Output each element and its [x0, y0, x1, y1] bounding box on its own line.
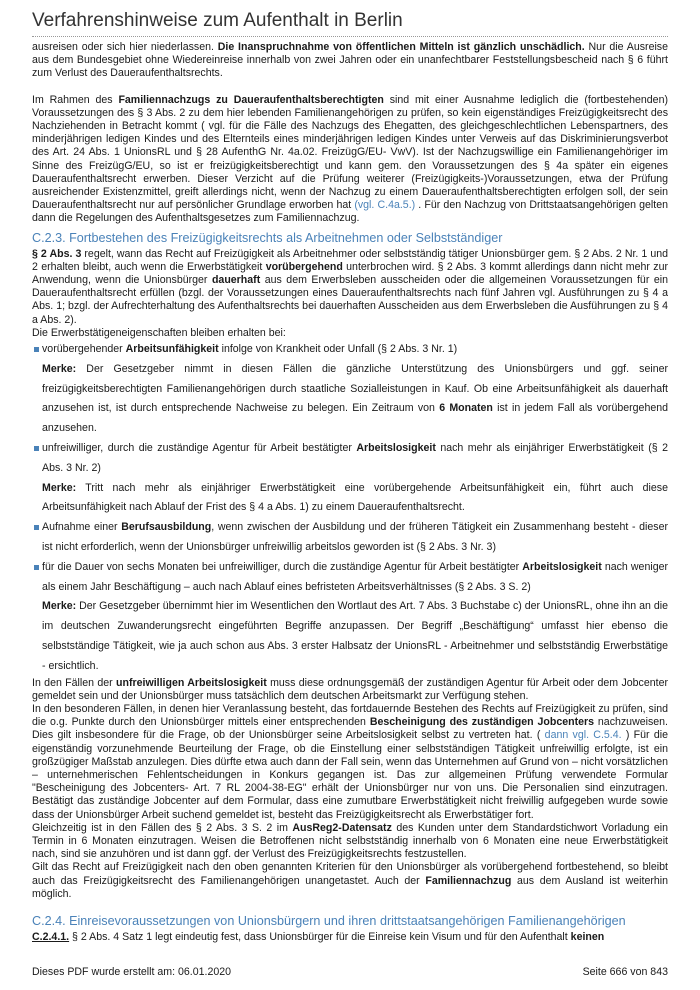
list-item — [32, 558, 668, 677]
text: nachzuweisen. Dies gilt insbesondere für die Frage, ob der Unionsbürger seine Arbeitslosigkeit selbst zu vertreten hat. ( — [32, 716, 668, 742]
text: aus dem Erwerbsleben ausscheiden oder die allgemeinen Voraussetzungen für ein Daueraufenthaltsrecht erfüllen (bzgl. der Voraussetzungen eines Daueraufenthaltsrechts nach fünf Jahren vgl. Ausführungen zu § 4 a Abs. 1; bzgl. der Aufrechterhaltung des Aufenthaltsrechts bei dauerhaften Ausscheiden aus dem Erwerbsleben die Ausführungen zu § 4 a Abs. 2). — [32, 274, 668, 326]
bold-text: Arbeitslosigkeit — [522, 560, 602, 573]
text: ) Für die eigenständig vorzunehmende Beurteilung der Frage, ob die Einstellung einer selbstständigen Tätigkeit unfreiwillig erfolgte, ist ein großzügiger Maßstab anzulegen. Dies dürfte etwa auch dann der Fall sein, wenn das Unternehmen auf Grund von – nicht vorsätzlichen – unternehmerischen Fehlentscheidungen in Konkurs gegangen ist. Das zur allgemeinen Prüfung verwendete Formular "Bescheinigung des Jobcenters- Art. 7 RL 2004-38-EG" erhält der Unionsbürger nur von uns. Die Personalien sind einzutragen. Bestätigt das zuständige Jobcenter auf dem Formular, dass eine zumutbare Erwerbstätigkeit nicht freiwillig aufgegeben wurde sowie dass der Unionsbürger Arbeit suchend gemeldet ist, besteht das Freizügigkeitsrecht als Erwerbstätiger fort. — [32, 729, 669, 821]
text: Nur die Ausreise aus dem Bundesgebiet ohne Wiedereinreise innerhalb von zwei Jahren oder ein unanfechtbarer Feststellungsbescheid nach § 6 führt zum Verlust des Daueraufenthaltsrechts. — [32, 41, 668, 80]
page-header — [32, 10, 668, 37]
merke-label: Merke: — [42, 481, 77, 494]
paragraph — [32, 931, 668, 944]
text: . Für den Nachzug von Drittstaatsangehörigen gelten dann die Regelungen des Aufenthaltsgesetzes zum Familiennachzug. — [32, 199, 668, 225]
footer-page-number: Seite 666 von 843 — [582, 966, 668, 978]
text: nach mehr als einjähriger Erwerbstätigkeit (§ 2 Abs. 3 Nr. 2) — [42, 442, 668, 474]
merke-label: Merke: — [42, 362, 77, 375]
footer-created-date: Dieses PDF wurde erstellt am: 06.01.2020 — [32, 966, 232, 978]
bold-text: AusReg2-Datensatz — [292, 821, 392, 834]
bold-text: Familiennachzugs zu Daueraufenthaltsberechtigten — [118, 93, 384, 106]
paragraph — [32, 861, 668, 901]
text: des Kunden unter dem Standardstichwort Vorladung ein Termin in 6 Monaten einzutragen. Weisen die Betroffenen nicht selbstständig innerhalb von 6 Monaten eine neue Erwerbstätigkeit nach, sind sie anzuhören und ist dann ggf. der Verlust des Freizügigkeitsrechts festzustellen. — [32, 821, 668, 861]
text: nach weniger als einem Jahr Beschäftigung – auch nach Ablauf eines befristeten Arbeitsverhältnisses (§ 2 Abs. 3 S. 2) — [42, 560, 669, 593]
bold-text: Arbeitsunfähigkeit — [125, 343, 219, 356]
bold-text: Die Inanspruchnahme von öffentlichen Mitteln ist gänzlich unschädlich. — [217, 41, 585, 53]
bold-text: Berufsausbildung — [121, 521, 212, 534]
text: Gleichzeitig ist in den Fällen des § 2 Abs. 3 S. 2 im — [32, 821, 293, 834]
paragraph — [32, 248, 668, 327]
text: unfreiwilliger, durch die zuständige Agentur für Arbeit bestätigter — [42, 442, 357, 455]
bullet-icon — [34, 446, 39, 451]
text: ist in jedem Fall als vorübergehend anzusehen. — [42, 402, 669, 435]
reference-link[interactable]: (vgl. C.4a.5.) — [354, 199, 416, 212]
text: Der Gesetzgeber nimmt in diesen Fällen die gänzliche Unterstützung des Unionsbürgers und ggf. seiner freizügigkeitsberechtigten Familienangehörigen durch staatliche Sozialleistungen in Kauf. Ob eine Arbeitsunfähigkeit als dauerhaft anzusehen ist, ist durch entsprechende Nachweise zu belegen. Ein Zeitraum von — [42, 362, 668, 415]
list-item — [32, 340, 668, 439]
paragraph — [32, 822, 668, 862]
text: sind mit einer Ausnahme lediglich die (fortbestehenden) Voraussetzungen des § 3 Abs. 2 zu dem hier lebenden Familienangehörigen zu prüfen, so kein eigenständiges Freizügigkeitsrecht des Nachziehenden in Betracht kommt ( vgl. für die Fälle des Nachzugs des Ehegatten, des gleichgeschlechtlichen Lebenspartners, des minderjährigen ledigen Kindes und des Elternteils eines minderjährigen ledigen Kindes unter Verweis auf das Diskriminierungsverbot des Art. 24 Abs. 1 UnionsRL und § 28 AufenthG Nr. 4a.02. FreizügG/EU- VwV). Ist der Nachzugswillige ein Familienangehöriger im Sinne des FreizügG/EU, so ist er freizügigkeitsberechtigt und kann gem. den Voraussetzungen des § 4a später ein eigenes Daueraufenthaltsrecht erwerben. Dieser Verzicht auf die Prüfung weiterer (Freizügigkeits-)Voraussetzungen, etwa der Prüfung ausreichender Existenzmittel, greift allerdings nicht, wenn der Nachzug zu einem Daueraufenthaltsberechtigten erfolgen soll, der sein Daueraufenthaltsrecht nur auf persönlicher Grundlage erworben hat — [32, 93, 668, 212]
list-item — [32, 518, 668, 558]
bold-text: 6 Monaten — [439, 402, 493, 415]
bold-text: Familiennachzug — [425, 874, 512, 887]
text: In den Fällen der — [32, 676, 117, 689]
bold-text: Arbeitslosigkeit — [356, 442, 436, 455]
list-item — [32, 439, 668, 518]
text: Der Gesetzgeber übernimmt hier im Wesentlichen den Wortlaut des Art. 7 Abs. 3 Buchstabe c) der UnionsRL, ohne ihn an die im deutschen Zuwanderungsrecht eingeführten Begriffe anzupassen. Der Begriff „Beschäftigung“ umfasst hier ebenso die selbstständige Tätigkeit, wie ja auch schon aus Abs. 3 erster Halbsatz der UnionsRL - Arbeitnehmer und selbstständig Erwerbstätige - ersichtlich. — [42, 600, 668, 672]
section-heading: C.2.3. Fortbestehen des Freizügigkeitsrechts als Arbeitnehmen oder Selbstständiger — [32, 230, 503, 245]
bold-text: Bescheinigung des zuständigen Jobcenters — [369, 716, 595, 729]
text: , wenn zwischen der Ausbildung und der früheren Tätigkeit ein Zusammenhang besteht - dieser ist nicht erforderlich, wenn der Unionsbürger unfreiwillig arbeitslos geworden ist (§ 2 Abs. 3 Nr. 3) — [42, 521, 668, 554]
bullet-icon — [34, 525, 39, 530]
text: muss diese ordnungsgemäß der zuständigen Agentur für Arbeit oder dem Jobcenter gemeldet sein und der Unionsbürger muss tatsächlich dem deutschen Arbeitsmarkt zur Verfügung stehen. — [32, 676, 668, 702]
section-number: C.2.4.1. — [32, 931, 70, 944]
paragraph — [32, 94, 668, 226]
paragraph — [32, 703, 668, 822]
section-heading: C.2.4. Einreisevoraussetzungen von Unionsbürgern und ihren drittstaatsangehörigen Familienangehörigen — [32, 914, 626, 929]
document-body — [32, 41, 668, 944]
text: für die Dauer von sechs Monaten bei unfreiwilliger, durch die zuständige Agentur für Arbeit bestätigter — [42, 560, 523, 573]
bold-text: dauerhaft — [211, 274, 261, 287]
text: unterbrochen wird. § 2 Abs. 3 kommt allerdings dann nicht mehr zur Anwendung, wenn die Unionsbürger — [32, 260, 669, 287]
bold-text: vorübergehend — [265, 260, 343, 273]
bold-text: § 2 Abs. 3 — [32, 247, 82, 260]
page-title: Verfahrenshinweise zum Aufenthalt in Berlin — [32, 10, 403, 31]
text: Im Rahmen des — [32, 93, 119, 106]
text: Aufnahme einer — [42, 521, 122, 534]
bullet-list — [32, 340, 668, 677]
paragraph: Die Erwerbstätigeneigenschaften bleiben erhalten bei: — [32, 326, 286, 339]
text: Gilt das Recht auf Freizügigkeit nach den oben genannten Kriterien für den Unionsbürger als vorübergehend fortbestehend, so bleibt auch das Freizügigkeitsrecht des Familienangehörigen unangetastet. Auch der — [32, 861, 668, 887]
bold-text: keinen — [570, 931, 605, 944]
bullet-icon — [34, 565, 39, 570]
paragraph — [32, 677, 668, 703]
bold-text: unfreiwilligen Arbeitslosigkeit — [116, 676, 267, 689]
text: infolge von Krankheit oder Unfall (§ 2 Abs. 3 Nr. 1) — [218, 343, 458, 356]
paragraph — [32, 41, 668, 81]
bullet-icon — [34, 347, 39, 352]
text: aus dem Ausland ist weiterhin möglich. — [32, 874, 668, 900]
text: § 2 Abs. 4 Satz 1 legt eindeutig fest, dass Unionsbürger für die Einreise kein Visum und für den Aufenthalt — [69, 931, 571, 944]
text: Tritt nach mehr als einjähriger Erwerbstätigkeit eine vorübergehende Arbeitsunfähigkeit ein, führt auch diese Arbeitsunfähigkeit nach Ablauf der Frist des § 4 a Abs. 1) zu einem Daueraufenthaltsrecht. — [42, 481, 668, 514]
merke-label: Merke: — [42, 600, 77, 613]
text: ausreisen oder sich hier niederlassen. — [32, 41, 218, 53]
reference-link[interactable]: dann vgl. C.5.4. — [544, 729, 622, 742]
text: vorübergehender — [42, 343, 126, 356]
text: In den besonderen Fällen, in denen hier Veranlassung besteht, das fortdauernde Bestehen des Rechts auf Freizügigkeit zu prüfen, sind die o.g. Punkte durch den Unionsbürger mittels einer entsprechenden — [32, 703, 668, 729]
text: regelt, wann das Recht auf Freizügigkeit als Arbeitnehmer oder selbstständig tätiger Unionsbürger gem. § 2 Abs. 2 Nr. 1 und 2 erhalten bleibt, auch wenn die Erwerbstätigkeit — [32, 247, 668, 273]
